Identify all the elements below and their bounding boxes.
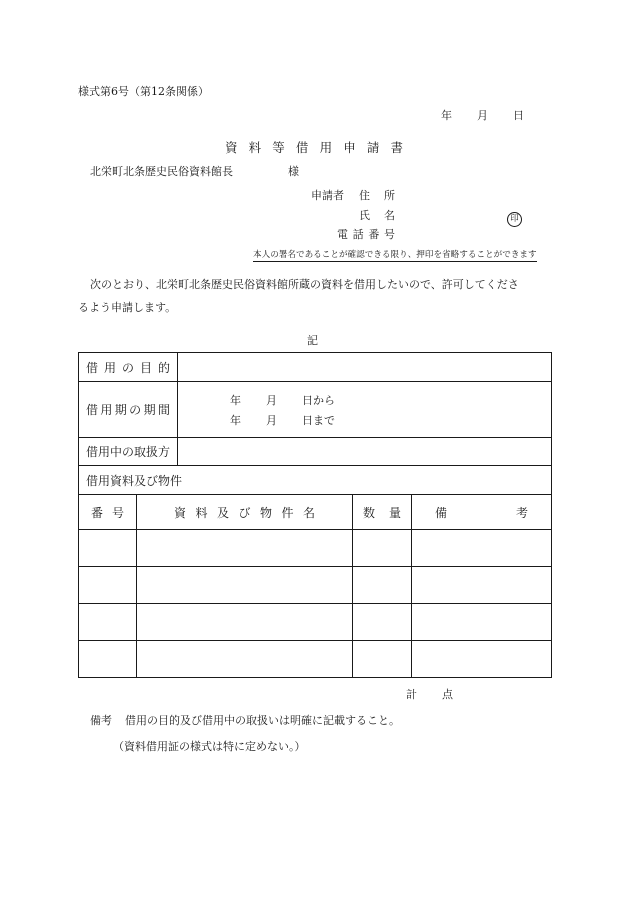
quantity-cell[interactable] (353, 530, 412, 567)
table-row (79, 641, 552, 678)
period-input[interactable] (178, 382, 552, 438)
from-month: 月 (266, 393, 278, 407)
remarks-cell[interactable] (412, 641, 552, 678)
col-quantity-label: 数 量 (363, 505, 402, 520)
materials-label-cell (79, 466, 552, 495)
date-month: 月 (477, 109, 488, 122)
purpose-label-cell (79, 353, 178, 382)
col-number-header (79, 495, 137, 530)
addressee-honorific: 様 (288, 165, 299, 178)
to-day: 日まで (302, 413, 336, 427)
remarks-note: （資料借用証の様式は特に定めない。） (113, 740, 306, 753)
from-day: 日から (302, 393, 336, 407)
remarks-cell[interactable] (412, 604, 552, 641)
date-day: 日 (513, 109, 524, 122)
handling-label: 借用中の取扱方 (86, 445, 171, 459)
item-cell[interactable] (137, 641, 353, 678)
body-line-1: 次のとおり、北栄町北条歴史民俗資料館所蔵の資料を借用したいので、許可してくださ (90, 278, 519, 291)
number-cell[interactable] (79, 641, 137, 678)
materials-label: 借用資料及び物件 (86, 473, 183, 488)
address-label: 住 所 (359, 189, 395, 202)
remarks-cell[interactable] (412, 567, 552, 604)
page-title: 資 料 等 借 用 申 請 書 (225, 140, 403, 155)
applicant-label: 申請者 (311, 189, 344, 202)
remarks-cell[interactable] (412, 530, 552, 567)
date-year: 年 (441, 109, 452, 122)
remarks-label: 備考 (90, 714, 112, 727)
number-cell[interactable] (79, 567, 137, 604)
application-table (78, 352, 552, 678)
item-cell[interactable] (137, 567, 353, 604)
table-row (79, 604, 552, 641)
col-number-label: 番 号 (91, 505, 124, 520)
total-label-1: 計 (406, 688, 417, 701)
col-quantity-header (353, 495, 412, 530)
col-item-label: 資 料 及 び 物 件 名 (174, 505, 316, 520)
handling-label-cell (79, 438, 178, 466)
number-cell[interactable] (79, 604, 137, 641)
form-number: 様式第6号（第12条関係） (78, 85, 209, 98)
item-cell[interactable] (137, 604, 353, 641)
quantity-cell[interactable] (353, 604, 412, 641)
purpose-label: 借 用 の 目 的 (86, 360, 171, 375)
item-cell[interactable] (137, 530, 353, 567)
handling-input[interactable] (178, 438, 552, 466)
phone-label: 電 話 番 号 (337, 228, 395, 241)
purpose-input[interactable] (178, 353, 552, 382)
signature-note: 本人の署名であることが確認できる限り、押印を省略することができます (253, 250, 537, 260)
col-item-header (137, 495, 353, 530)
period-label-cell (79, 382, 178, 438)
total-label-2: 点 (442, 688, 453, 701)
ki-label: 記 (307, 334, 318, 347)
from-year: 年 (230, 393, 242, 407)
table-row (79, 530, 552, 567)
quantity-cell[interactable] (353, 641, 412, 678)
col-remarks-header (412, 495, 552, 530)
quantity-cell[interactable] (353, 567, 412, 604)
period-label: 借 用 期 の 期 間 (86, 403, 170, 417)
addressee-name: 北栄町北条歴史民俗資料館長 (90, 165, 233, 178)
remarks-text: 借用の目的及び借用中の取扱いは明確に記載すること。 (125, 714, 400, 727)
seal-icon: 印 (507, 206, 522, 227)
number-cell[interactable] (79, 530, 137, 567)
to-year: 年 (230, 413, 242, 427)
table-row (79, 567, 552, 604)
to-month: 月 (266, 413, 278, 427)
name-label: 氏 名 (359, 209, 395, 222)
col-remarks-label: 備 考 (435, 505, 529, 520)
body-line-2: るよう申請します。 (78, 301, 177, 314)
